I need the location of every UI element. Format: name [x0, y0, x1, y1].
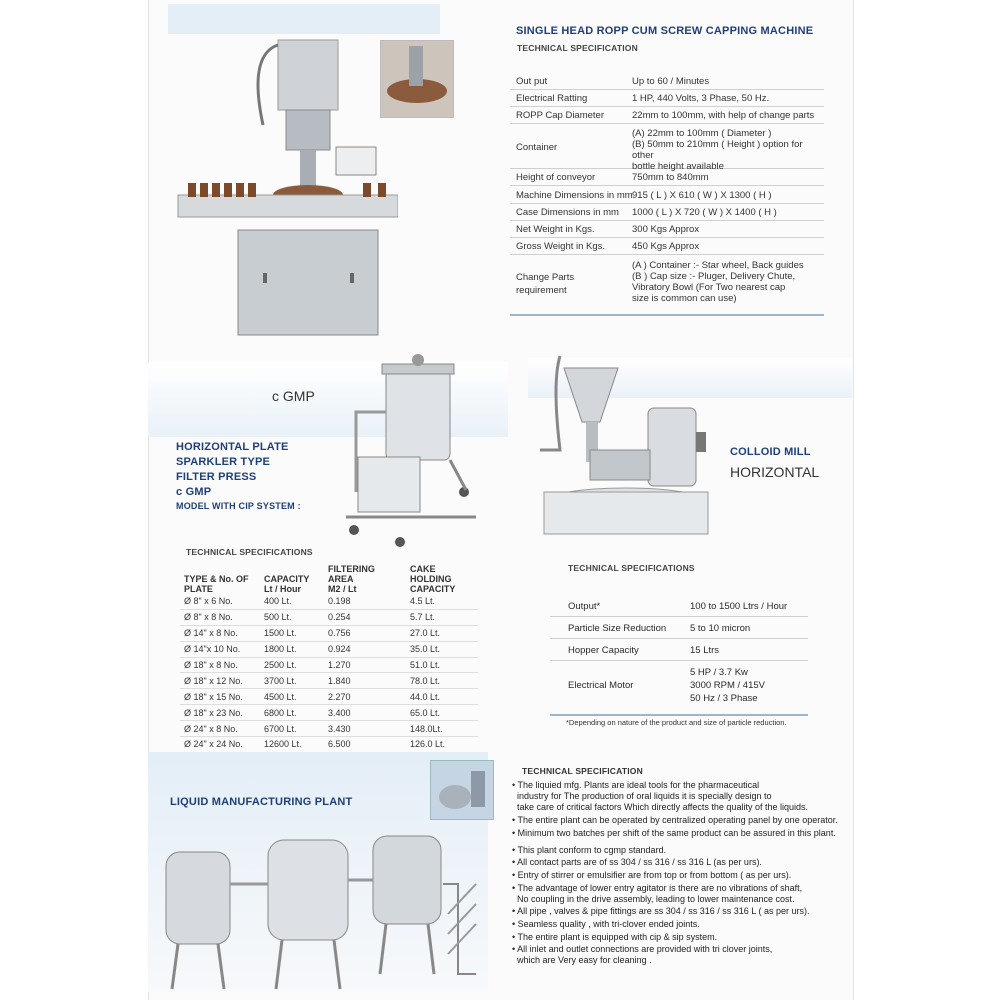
- spec-value-line: size is common can use): [632, 293, 737, 304]
- spec-value-line: (B) 50mm to 210mm ( Height ) option for other: [632, 139, 803, 161]
- bullet-text: All pipe , valves & pipe fittings are ss 304 / ss 316 / ss 316 L ( as per urs).: [517, 906, 810, 917]
- spec-row: [510, 237, 824, 255]
- filter-press-table-wrap: [180, 562, 478, 753]
- spec-row: [510, 220, 824, 238]
- list-item: • Entry of stirrer or emulsifier are from top or from bottom ( as per urs).: [512, 869, 792, 880]
- table-cell: 6.500: [324, 737, 406, 753]
- list-item: • All pipe , valves & pipe fittings are ss 304 / ss 316 / ss 316 L ( as per urs).: [512, 906, 810, 917]
- spec-label: Gross Weight in Kgs.: [516, 241, 606, 252]
- table-cell: Ø 8" x 6 No.: [180, 594, 260, 609]
- spec-row: [550, 590, 808, 617]
- table-cell: Ø 18" x 8 No.: [180, 657, 260, 673]
- spec-value-line: (B ) Cap size :- Pluger, Delivery Chute,: [632, 271, 796, 282]
- spec-label: Height of conveyor: [516, 172, 596, 183]
- spec-label: Net Weight in Kgs.: [516, 224, 595, 235]
- table-cell: 1800 Lt.: [260, 641, 324, 657]
- bullet-text: The advantage of lower entry agitator is there are no vibrations of shaft,: [517, 882, 803, 893]
- table-row: [180, 705, 478, 721]
- table-cell: Ø 24" x 8 No.: [180, 721, 260, 737]
- spec-row: [550, 616, 808, 639]
- bullet-text: All contact parts are of ss 304 / ss 316 / ss 316 L (as per urs).: [517, 857, 762, 868]
- spec-row: [550, 660, 808, 716]
- table-cell: 65.0 Lt.: [406, 705, 478, 721]
- spec-label: Hopper Capacity: [568, 645, 639, 656]
- capping-title: SINGLE HEAD ROPP CUM SCREW CAPPING MACHINE: [516, 25, 814, 37]
- liquid-plant-bullets: [512, 780, 848, 968]
- table-header-row: [180, 562, 478, 594]
- table-cell: Ø 18" x 23 No.: [180, 705, 260, 721]
- spec-value-line: Vibratory Bowl (For Two nearest cap: [632, 282, 786, 293]
- list-item: • The advantage of lower entry agitator is there are no vibrations of shaft, No coupling in the drive assembly, leading to lower maintenance cost.: [512, 882, 803, 904]
- table-cell: 35.0 Lt.: [406, 641, 478, 657]
- list-item: • All inlet and outlet connections are provided with tri clover joints, which are Very easy for cleaning .: [512, 944, 773, 966]
- colloid-mill-spec-table: [550, 590, 808, 714]
- column-header-text: TYPE & No. OF: [184, 574, 249, 584]
- filter-press-section: [148, 350, 508, 750]
- filter-press-model: MODEL WITH CIP SYSTEM :: [176, 501, 301, 511]
- bullet-text: The entire plant is equipped with cip & sip system.: [517, 931, 718, 942]
- spec-value: 5 to 10 micron: [690, 623, 751, 634]
- capping-head-inset-photo: [380, 40, 454, 118]
- bullet-text: Minimum two batches per shift of the same product can be assured in this plant.: [517, 827, 836, 838]
- list-item: • This plant conform to cgmp standard.: [512, 844, 667, 855]
- bullet-text: take care of critical factors Which directly affects the quality of the liquids.: [517, 802, 808, 813]
- spec-value: Up to 60 / Minutes: [632, 76, 710, 87]
- column-header-text: PLATE: [184, 584, 213, 594]
- spec-value: [632, 260, 804, 304]
- table-row: [180, 657, 478, 673]
- column-header-text: CAPACITY: [410, 584, 456, 594]
- table-cell: Ø 18" x 15 No.: [180, 689, 260, 705]
- colloid-mill-photo: [530, 352, 718, 542]
- liquid-plant-title: LIQUID MANUFACTURING PLANT: [170, 796, 353, 808]
- spec-value: [690, 666, 765, 705]
- column-header-text: CAKE HOLDING: [410, 564, 452, 584]
- colloid-mill-footnote: *Depending on nature of the product and size of particle reduction.: [566, 718, 787, 727]
- capping-section: [148, 0, 852, 350]
- table-cell: 500 Lt.: [260, 609, 324, 625]
- bullet-text: This plant conform to cgmp standard.: [517, 844, 667, 855]
- spec-value: 450 Kgs Approx: [632, 241, 700, 252]
- table-row: [180, 689, 478, 705]
- table-cell: 2.270: [324, 689, 406, 705]
- spec-row: [510, 123, 824, 172]
- table-cell: 2500 Lt.: [260, 657, 324, 673]
- list-item: • Minimum two batches per shift of the same product can be assured in this plant.: [512, 827, 836, 838]
- table-cell: Ø 14"x 10 No.: [180, 641, 260, 657]
- spec-value: 1 HP, 440 Volts, 3 Phase, 50 Hz.: [632, 93, 770, 104]
- spec-value-line: bottle height available: [632, 161, 724, 172]
- spec-value: 750mm to 840mm: [632, 172, 709, 183]
- column-header-text: Lt / Hour: [264, 584, 301, 594]
- capping-spec-table: [510, 72, 824, 316]
- colloid-mill-section: [528, 350, 852, 740]
- filter-press-spec-title: TECHNICAL SPECIFICATIONS: [186, 547, 313, 557]
- bullet-text: industry for The production of oral liquids it is specially design to: [517, 791, 772, 802]
- table-cell: 1.840: [324, 673, 406, 689]
- spec-label: Change Parts requirement: [516, 272, 575, 296]
- table-cell: Ø 14" x 8 No.: [180, 625, 260, 641]
- colloid-mill-spec-title: TECHNICAL SPECIFICATIONS: [568, 563, 695, 573]
- spec-row: [510, 254, 824, 316]
- spec-label: ROPP Cap Diameter: [516, 110, 604, 121]
- bullet-text: No coupling in the drive assembly, leading to lower maintenance cost.: [517, 893, 795, 904]
- table-cell: 6800 Lt.: [260, 705, 324, 721]
- spec-row: [510, 185, 824, 204]
- spec-value-line: 5 HP / 3.7 Kw: [690, 667, 748, 678]
- table-cell: Ø 8" x 8 No.: [180, 609, 260, 625]
- spec-label: Out put: [516, 76, 548, 87]
- title-line: SPARKLER TYPE: [176, 456, 271, 468]
- table-row: [180, 673, 478, 689]
- table-cell: 0.198: [324, 594, 406, 609]
- spec-label: Case Dimensions in mm: [516, 207, 619, 218]
- liquid-plant-photo: [158, 824, 478, 996]
- list-item: • Seamless quality , with tri-clover ended joints.: [512, 918, 700, 929]
- spec-row: [510, 168, 824, 186]
- liquid-plant-spec-title: TECHNICAL SPECIFICATION: [522, 766, 643, 776]
- column-header-text: CAPACITY: [264, 574, 310, 584]
- table-cell: 1.270: [324, 657, 406, 673]
- table-cell: 126.0 Lt.: [406, 737, 478, 753]
- list-item: • The entire plant is equipped with cip & sip system.: [512, 931, 718, 942]
- column-header: [406, 562, 478, 594]
- table-cell: Ø 24" x 24 No.: [180, 737, 260, 753]
- filter-press-photo: [346, 352, 498, 552]
- spec-label: Machine Dimensions in mm: [516, 190, 633, 201]
- table-row: [180, 594, 478, 609]
- spec-value-line: (A ) Container :- Star wheel, Back guides: [632, 260, 804, 271]
- table-cell: 148.0Lt.: [406, 721, 478, 737]
- table-cell: 3700 Lt.: [260, 673, 324, 689]
- table-cell: 1500 Lt.: [260, 625, 324, 641]
- spec-value: 915 ( L ) X 610 ( W ) X 1300 ( H ): [632, 190, 772, 201]
- column-header: [260, 562, 324, 594]
- table-cell: 0.254: [324, 609, 406, 625]
- table-row: [180, 625, 478, 641]
- section-background: [168, 4, 440, 34]
- column-header-text: M2 / Lt: [328, 584, 357, 594]
- title-line: FILTER PRESS: [176, 471, 257, 483]
- spec-value-line: (A) 22mm to 100mm ( Diameter ): [632, 128, 772, 139]
- table-cell: 51.0 Lt.: [406, 657, 478, 673]
- liquid-plant-inset-photo: [430, 760, 494, 820]
- table-cell: 78.0 Lt.: [406, 673, 478, 689]
- list-item: • The liquied mfg. Plants are ideal tools for the pharmaceutical industry for The production of oral liquids it is specially design to take care of critical factors Which directly affects the quality of the liquids.: [512, 780, 808, 813]
- column-header-text: FILTERING AREA: [328, 564, 375, 584]
- table-cell: 4.5 Lt.: [406, 594, 478, 609]
- spec-label: Electrical Motor: [568, 680, 634, 691]
- capping-machine-photo: [168, 35, 398, 345]
- title-line: HORIZONTAL PLATE: [176, 441, 289, 453]
- table-cell: 400 Lt.: [260, 594, 324, 609]
- column-header: [180, 562, 260, 594]
- table-cell: 3.400: [324, 705, 406, 721]
- bullet-text: Entry of stirrer or emulsifier are from top or from bottom ( as per urs).: [517, 869, 792, 880]
- list-item: • All contact parts are of ss 304 / ss 316 / ss 316 L (as per urs).: [512, 857, 762, 868]
- spec-label: Output*: [568, 601, 601, 612]
- bullet-text: Seamless quality , with tri-clover ended joints.: [517, 918, 700, 929]
- table-cell: 3.430: [324, 721, 406, 737]
- column-header: [324, 562, 406, 594]
- cgmp-label: c GMP: [272, 388, 315, 404]
- table-cell: 44.0 Lt.: [406, 689, 478, 705]
- spec-value: [632, 128, 824, 172]
- spec-row: [550, 638, 808, 661]
- colloid-mill-title: COLLOID MILL: [730, 446, 811, 458]
- list-item: • The entire plant can be operated by centralized operating panel by one operator.: [512, 815, 838, 825]
- spec-row: [510, 89, 824, 107]
- spec-row: [510, 203, 824, 221]
- table-cell: 5.7 Lt.: [406, 609, 478, 625]
- liquid-plant-section: [148, 748, 852, 1000]
- table-row: [180, 609, 478, 625]
- spec-label: Container: [516, 142, 558, 153]
- spec-row: [510, 72, 824, 90]
- title-line: c GMP: [176, 486, 212, 498]
- spec-value: 22mm to 100mm, with help of change parts: [632, 110, 815, 121]
- table-row: [180, 721, 478, 737]
- bullet-text: The liquied mfg. Plants are ideal tools for the pharmaceutical: [517, 780, 760, 790]
- spec-label: Particle Size Reduction: [568, 623, 667, 634]
- table-cell: 0.756: [324, 625, 406, 641]
- table-cell: 4500 Lt.: [260, 689, 324, 705]
- table-row: [180, 641, 478, 657]
- colloid-mill-subtitle: HORIZONTAL: [730, 464, 820, 480]
- table-cell: 6700 Lt.: [260, 721, 324, 737]
- table-cell: 27.0 Lt.: [406, 625, 478, 641]
- table-cell: 12600 Lt.: [260, 737, 324, 753]
- spec-row: [510, 106, 824, 124]
- spec-value: 300 Kgs Approx: [632, 224, 700, 235]
- spec-value: 15 Ltrs: [690, 645, 720, 656]
- bullet-text: The entire plant can be operated by centralized operating panel by one operator.: [517, 815, 838, 825]
- capping-spec-subtitle: TECHNICAL SPECIFICATION: [517, 43, 638, 53]
- bullet-text: which are Very easy for cleaning .: [517, 955, 652, 966]
- spec-value: 100 to 1500 Ltrs / Hour: [690, 601, 788, 612]
- table-cell: 0.924: [324, 641, 406, 657]
- spec-value-line: 3000 RPM / 415V: [690, 680, 765, 691]
- filter-press-table: [180, 562, 478, 753]
- spec-label: Electrical Ratting: [516, 93, 588, 104]
- filter-press-title: [176, 440, 289, 500]
- bullet-text: All inlet and outlet connections are provided with tri clover joints,: [517, 944, 773, 955]
- table-cell: Ø 18" x 12 No.: [180, 673, 260, 689]
- spec-value-line: 50 Hz / 3 Phase: [690, 693, 758, 704]
- spec-value: 1000 ( L ) X 720 ( W ) X 1400 ( H ): [632, 207, 777, 218]
